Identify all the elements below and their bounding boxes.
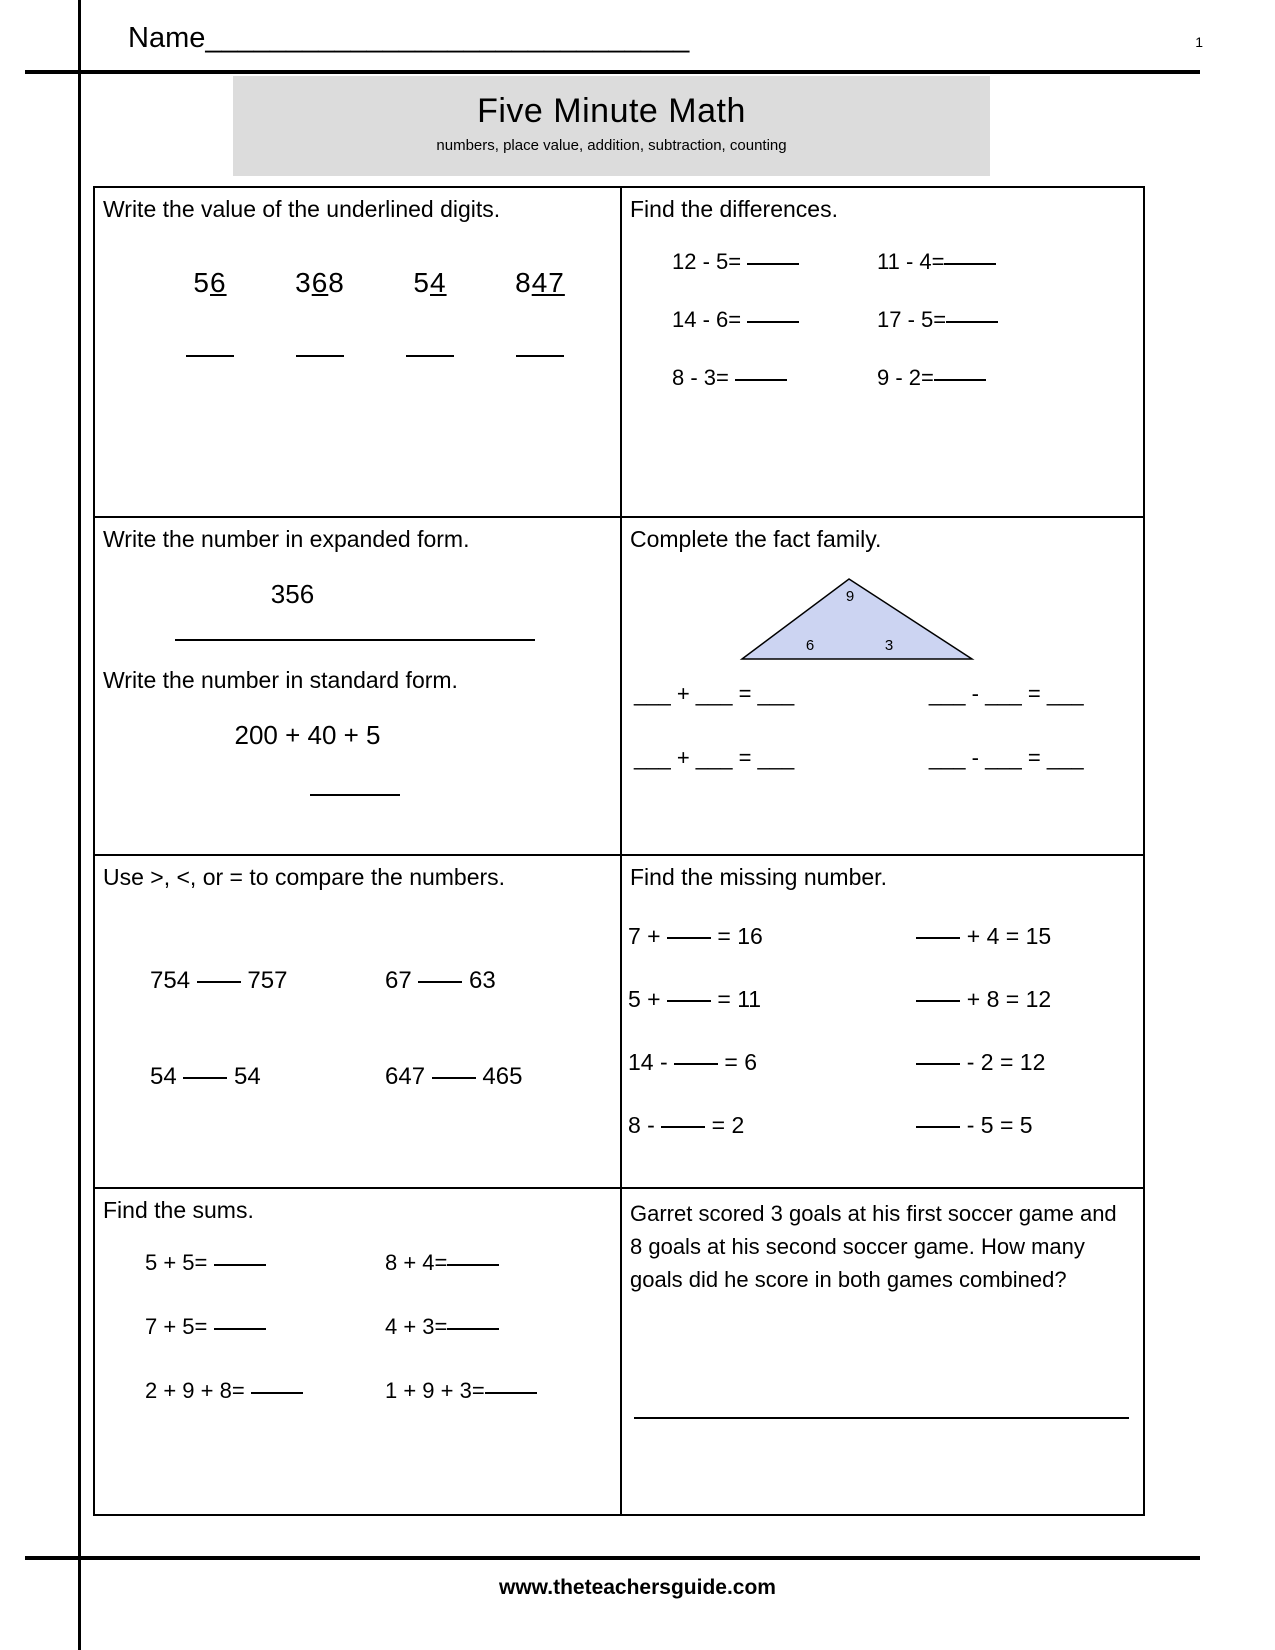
- problem: 7 + = 16: [628, 923, 763, 949]
- section-heading: Use >, <, or = to compare the numbers.: [103, 864, 506, 890]
- answer-blank[interactable]: [485, 1391, 537, 1394]
- problem: 8 - 3=: [672, 365, 877, 391]
- underlined-digit: 6: [311, 267, 329, 298]
- fact-family-triangle: [622, 567, 1145, 677]
- bottom-rule: [25, 1556, 1200, 1560]
- answer-blank[interactable]: [661, 1125, 705, 1128]
- problem: 14 - = 6: [628, 1049, 758, 1075]
- triangle-left-value: 6: [805, 637, 815, 654]
- triangle-top-value: 9: [845, 588, 855, 605]
- answer-blank[interactable]: [667, 999, 711, 1002]
- standard-form-number: 200 + 40 + 5: [234, 720, 381, 750]
- compare-row: [95, 967, 620, 995]
- answer-blank[interactable]: [310, 793, 400, 796]
- section-heading: Write the value of the underlined digits.: [103, 196, 501, 222]
- problem: 5 + = 11: [628, 986, 762, 1012]
- section-differences: [622, 188, 1145, 518]
- answer-blank[interactable]: [418, 980, 462, 983]
- answer-blank[interactable]: [916, 1125, 960, 1128]
- missing-number-problems: [622, 923, 1145, 1139]
- word-problem-text: Garret scored 3 goals at his first soccer game and 8 goals at his second soccer game. How many goals did he score in both games combined?: [630, 1201, 1117, 1292]
- section-compare: [95, 856, 622, 1189]
- answer-blank[interactable]: [916, 1062, 960, 1065]
- sums-problems: [95, 1250, 620, 1404]
- section-expanded-form: [95, 518, 622, 856]
- answer-blank[interactable]: [183, 1076, 227, 1079]
- page-number: 1: [1195, 34, 1203, 50]
- answer-blank[interactable]: [735, 378, 787, 381]
- answer-blank[interactable]: [447, 1263, 499, 1266]
- equation-row: [634, 745, 1145, 771]
- equation[interactable]: ___ - ___ = ___: [928, 681, 1084, 706]
- section-sums: [95, 1189, 622, 1516]
- footer-url: www.theteachersguide.com: [499, 1576, 776, 1599]
- problem: 7 + 5=: [145, 1314, 385, 1340]
- answer-blank[interactable]: [667, 936, 711, 939]
- problem: 8 - = 2: [628, 1112, 745, 1138]
- answer-blank[interactable]: [485, 347, 595, 365]
- problem: + 4 = 15: [906, 923, 1145, 950]
- problem: 9 - 2=: [877, 365, 1082, 391]
- problem-row: [672, 307, 1145, 333]
- answer-blank[interactable]: [944, 262, 996, 265]
- answer-blank[interactable]: [375, 347, 485, 365]
- section-heading: Find the missing number.: [630, 864, 887, 890]
- section-word-problem: [622, 1189, 1145, 1516]
- name-field-label[interactable]: Name______________________________: [128, 22, 690, 54]
- problem-grid: [93, 186, 1145, 1516]
- problem-row: [628, 923, 1145, 950]
- answer-blank[interactable]: [155, 347, 265, 365]
- section-place-value: [95, 188, 622, 518]
- answer-blank[interactable]: [634, 1416, 1129, 1419]
- section-heading: Find the differences.: [630, 196, 838, 222]
- answer-blank[interactable]: [747, 262, 799, 265]
- triangle-shape: [737, 567, 997, 677]
- problem: 4 + 3=: [385, 1314, 615, 1340]
- compare-row: [95, 1063, 620, 1091]
- place-value-item: 847: [515, 267, 565, 298]
- answer-blank[interactable]: [214, 1263, 266, 1266]
- equation[interactable]: ___ - ___ = ___: [928, 745, 1084, 770]
- section-heading: Complete the fact family.: [630, 526, 882, 552]
- problem-row: [145, 1250, 620, 1276]
- answer-blank[interactable]: [747, 320, 799, 323]
- compare-pair: 647 465: [385, 1063, 523, 1090]
- equation[interactable]: ___ + ___ = ___: [634, 681, 795, 706]
- equation-row: [634, 681, 1145, 707]
- answer-blank[interactable]: [251, 1391, 303, 1394]
- underlined-digit: 6: [210, 267, 227, 298]
- title-banner: [233, 76, 990, 176]
- differences-problems: [622, 249, 1145, 391]
- page-subtitle: numbers, place value, addition, subtraction, counting: [436, 137, 787, 154]
- problem: 1 + 9 + 3=: [385, 1378, 615, 1404]
- triangle-right-value: 3: [884, 637, 894, 654]
- answer-blank[interactable]: [432, 1076, 476, 1079]
- expanded-form-number: 356: [270, 579, 315, 609]
- problem: 12 - 5=: [672, 249, 877, 275]
- place-value-numbers: [95, 267, 620, 299]
- problem: - 2 = 12: [906, 1049, 1145, 1076]
- problem: 5 + 5=: [145, 1250, 385, 1276]
- section-heading: Find the sums.: [103, 1197, 254, 1223]
- answer-blank[interactable]: [674, 1062, 718, 1065]
- problem: 8 + 4=: [385, 1250, 615, 1276]
- section-heading-standard-form: Write the number in standard form.: [103, 667, 458, 693]
- problem: 2 + 9 + 8=: [145, 1378, 385, 1404]
- compare-pair: 67 63: [385, 967, 496, 994]
- answer-blank[interactable]: [916, 936, 960, 939]
- problem-row: [628, 1049, 1145, 1076]
- problem-row: [672, 365, 1145, 391]
- answer-blank[interactable]: [197, 980, 241, 983]
- answer-blank[interactable]: [447, 1327, 499, 1330]
- problem-row: [672, 249, 1145, 275]
- place-value-item: 368: [295, 267, 345, 298]
- fact-family-equations: [622, 681, 1145, 771]
- compare-pair: 754 757: [150, 967, 288, 994]
- compare-pair: 54 54: [150, 1063, 261, 1090]
- equation[interactable]: ___ + ___ = ___: [634, 745, 795, 770]
- section-missing-number: [622, 856, 1145, 1189]
- answer-blank[interactable]: [265, 347, 375, 365]
- problem: + 8 = 12: [906, 986, 1145, 1013]
- place-value-item: 54: [413, 267, 447, 298]
- problem: 17 - 5=: [877, 307, 1082, 333]
- top-rule: [25, 70, 1200, 74]
- underlined-digit: 4: [430, 267, 447, 298]
- problem-row: [145, 1378, 620, 1404]
- problem-row: [145, 1314, 620, 1340]
- problem: 11 - 4=: [877, 249, 1082, 275]
- left-margin-rule: [78, 0, 81, 1650]
- problem-row: [628, 1112, 1145, 1139]
- problem: - 5 = 5: [906, 1112, 1145, 1139]
- underlined-digit: 47: [531, 267, 565, 298]
- problem: 14 - 6=: [672, 307, 877, 333]
- answer-blank[interactable]: [916, 999, 960, 1002]
- section-fact-family: [622, 518, 1145, 856]
- place-value-answer-row: [95, 347, 620, 365]
- answer-blank[interactable]: [946, 320, 998, 323]
- page-title: Five Minute Math: [477, 92, 746, 130]
- answer-blank[interactable]: [934, 378, 986, 381]
- place-value-item: 56: [193, 267, 227, 298]
- problem-row: [628, 986, 1145, 1013]
- answer-blank[interactable]: [175, 638, 535, 641]
- answer-blank[interactable]: [214, 1327, 266, 1330]
- section-heading: Write the number in expanded form.: [103, 526, 470, 552]
